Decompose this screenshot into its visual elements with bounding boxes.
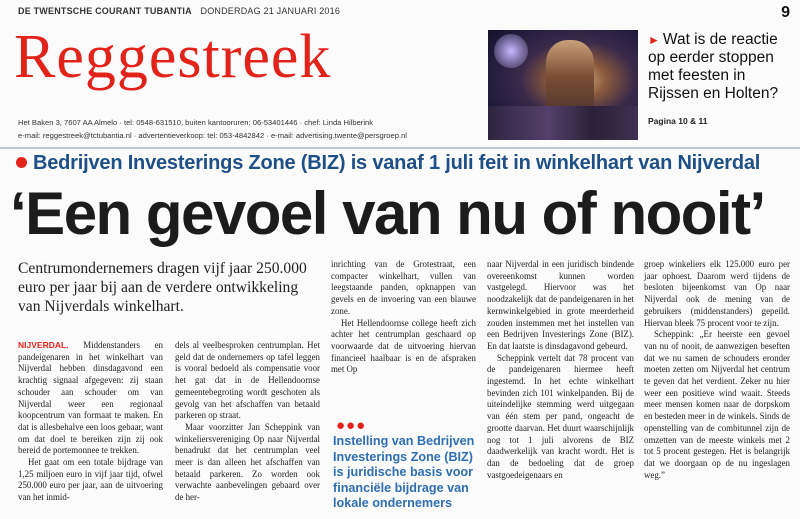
section-title: Reggestreek bbox=[14, 23, 332, 91]
paragraph: naar Nijverdal in een juridisch bindende overeenkomst kunnen worden vastgelegd. Hiervoor was het noodzakelijk dat de pandeigenaren in het kernwinkelgebied in grote meerderheid zouden instemmen met het instellen van een Bedrijven Investerings Zone (BIZ). En dat laatste is dinsdagavond gebeurd. bbox=[487, 259, 634, 351]
pullquote-dots-icon: ●●● bbox=[336, 417, 367, 434]
section-divider bbox=[0, 147, 800, 149]
paragraph: Maar voorzitter Jan Scheppink van winkeliersvereniging Op naar Nijverdal benadrukt dat het centrumplan veel meer is dan alleen het afschaffen van betaald parkeren. Zo worden ook verwachte aanbevelingen gebaard over de her- bbox=[175, 421, 320, 503]
stage-light bbox=[494, 34, 528, 68]
paragraph: groep winkeliers elk 125.000 euro per jaar ophoest. Daarom werd tijdens de besloten bijeenkomst van Op naar Nijverdal ook de mening van de gebruikers (middenstanders) gepeild. Hiervan bleek 75 procent voor te zijn. bbox=[644, 259, 790, 328]
crowd-silhouette bbox=[488, 106, 638, 140]
paragraph: Scheppink: „Er heerste een gevoel van nu of nooit, de aanwezigen beseften dat we nu samen de schouders eronder moeten zetten om Nijverdal het centrum te geven dat het verdient. Zeker nu hier weer een positieve wind waait. Steeds meer mensen komen naar de dorpskom en besteden meer in de winkels. Sinds de openstelling van de combitunnel zijn de omzetten van de meeste winkels met 2 tot 5 procent gestegen. Het is belangrijk dat we doorgaan op de nu ingeslagen weg.” bbox=[644, 329, 790, 480]
contact-line-address: Het Baken 3, 7607 AA Almelo · tel: 0548-631510, buiten kantooruren: 06-53401446 · chef: Linda Hilberink bbox=[18, 118, 374, 127]
paragraph: inrichting van de Grotestraat, een compacter winkelhart, vullen van leegstaande panden, opknappen van gevels en de invoering van een blauwe zone. bbox=[331, 259, 476, 316]
paragraph: Het gaat om een totale bijdrage van 1,25 miljoen euro in vijf jaar tijd, ofwel 250.000 euro per jaar, aan de uitvoering van het inmid- bbox=[18, 457, 163, 503]
promo-bullet-icon: ► bbox=[648, 33, 660, 47]
article-column-4 bbox=[487, 259, 634, 481]
kicker-text: Bedrijven Investerings Zone (BIZ) is vanaf 1 juli feit in winkelhart van Nijverdal bbox=[33, 152, 761, 174]
masthead-bar bbox=[18, 6, 340, 16]
contact-info bbox=[18, 117, 407, 142]
kicker-bullet-icon bbox=[16, 157, 27, 168]
issue-date: DONDERDAG 21 JANUARI 2016 bbox=[200, 6, 341, 16]
paragraph: Scheppink vertelt dat 78 procent van de pandeigenaren hiermee heeft ingestemd. In het echte winkelhart bevinden zich 101 winkelpanden. Bij de uiteindelijke stemming werd uitgegaan van één stem per pand, ongeacht de grootte daarvan. Het duurt waarschijnlijk nog tot 1 juli alvorens de BIZ daadwerkelijk van kracht wordt. Het is dan de bedoeling dat de groep vastgoedeigenaars en bbox=[487, 352, 634, 480]
article-column-5 bbox=[644, 259, 790, 481]
promo-page-reference: Pagina 10 & 11 bbox=[648, 116, 708, 126]
article-intro: Centrumondernemers dragen vijf jaar 250.000 euro per jaar bij aan de verdere ontwikkeling van Nijverdals winkelhart. bbox=[18, 260, 307, 315]
article-column-2 bbox=[175, 340, 320, 504]
page-number: 9 bbox=[781, 4, 790, 21]
contact-line-email: e-mail: reggestreek@tctubantia.nl · advertentieverkoop: tel: 053-4842842 · e-mail: advertising.twente@persgroep.nl bbox=[18, 130, 407, 140]
dateline: NIJVERDAL. bbox=[18, 340, 69, 350]
article-kicker bbox=[16, 152, 760, 175]
paragraph-text: Middenstanders en pandeigenaren in het winkelhart van Nijverdal hebben dinsdagavond een krachtig signaal afgegeven: zij staan schouder aan schouder om van Nijverdal weer een regionaal koopcentrum van formaat te maken. En dat is allesbehalve een loos gebaar, want om dat doel te bereiken zijn zij ook bereid de portemonnee te trekken. bbox=[18, 340, 163, 456]
paragraph: Het Hellendoornse college heeft zich achter het centrumplan geschaard op voorwaarde dat de uitvoering hiervan financieel haalbaar is en de afspraken met Op bbox=[331, 317, 476, 375]
paragraph bbox=[18, 340, 163, 457]
pullquote: Instelling van Bedrijven Investerings Zone (BIZ) is juridische basis voor financiële bijdrage van lokale ondernemers bbox=[333, 434, 475, 511]
newspaper-name: DE TWENTSCHE COURANT TUBANTIA bbox=[18, 6, 192, 16]
article-column-1 bbox=[18, 340, 163, 504]
article-headline: ‘Een gevoel van nu of nooit’ bbox=[10, 180, 765, 247]
article-column-3 bbox=[331, 259, 476, 376]
paragraph: dels al veelbesproken centrumplan. Het geld dat de ondernemers op tafel leggen is vooral bedoeld als compensatie voor het gat dat in de Hellendoornse gemeentebegroting wordt geschoten als gevolg van het afschaffen van betaald parkeren op straat. bbox=[175, 340, 320, 421]
promo-teaser bbox=[648, 31, 788, 103]
promo-photo bbox=[488, 30, 638, 140]
promo-teaser-text: Wat is de reactie op eerder stoppen met feesten in Rijssen en Holten? bbox=[648, 31, 779, 102]
